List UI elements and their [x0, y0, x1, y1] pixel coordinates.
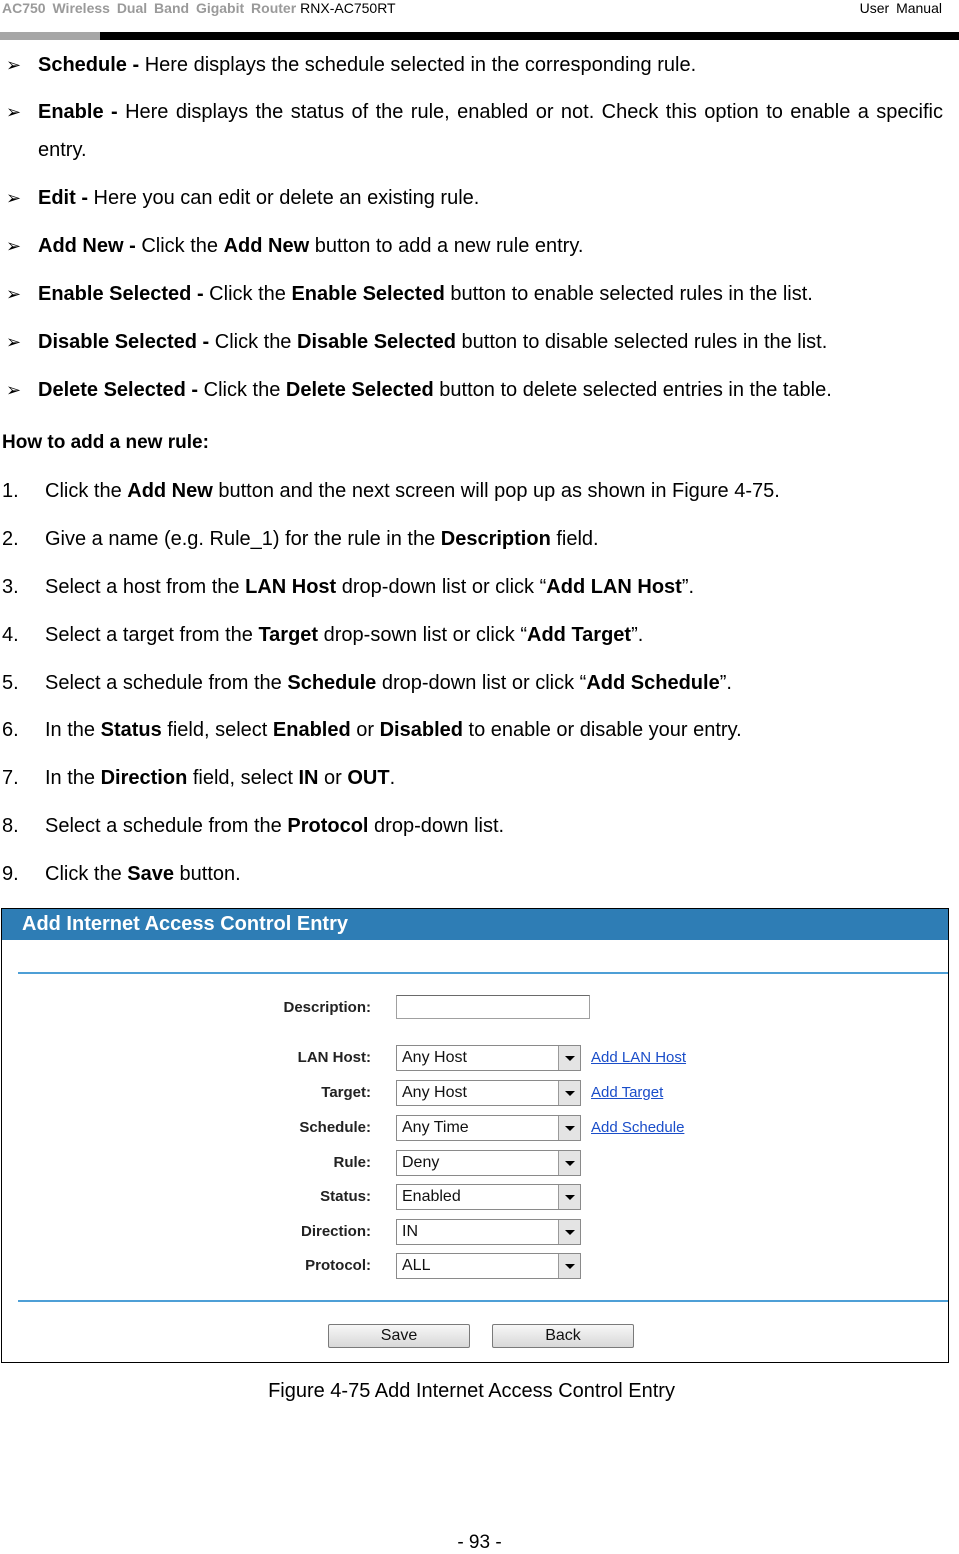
rule-label: Rule: [333, 1154, 371, 1171]
selected-value: Any Host [402, 1084, 467, 1101]
arrow-bullet-icon: ➢ [6, 55, 22, 75]
status-select[interactable] [396, 1184, 581, 1210]
arrow-bullet-icon: ➢ [6, 102, 22, 122]
rule-row [2, 1150, 948, 1178]
step-number: 8. [2, 815, 19, 837]
step-number: 1. [2, 480, 19, 502]
term: Enable - [38, 101, 118, 123]
title-bar [2, 909, 948, 940]
page-number: - 93 - [457, 1532, 502, 1553]
chevron-down-icon[interactable] [558, 1081, 580, 1105]
selected-value: Enabled [402, 1188, 461, 1205]
save-button[interactable]: Save [328, 1324, 470, 1348]
chevron-down-icon[interactable] [558, 1185, 580, 1209]
term: Disable Selected - [38, 331, 210, 353]
direction-label: Direction: [300, 1223, 371, 1240]
step-number: 9. [2, 863, 19, 885]
add-schedule-link[interactable]: Add Schedule [591, 1119, 685, 1136]
protocol-row [2, 1253, 948, 1281]
selected-value: Any Time [402, 1119, 469, 1136]
step-number: 6. [2, 719, 19, 741]
howto-heading: How to add a new rule: [2, 432, 209, 453]
term: Add New - [38, 235, 136, 257]
product-name: AC750 Wireless Dual Band Gigabit Router [2, 0, 297, 16]
step-number: 2. [2, 528, 19, 550]
arrow-bullet-icon: ➢ [6, 380, 22, 400]
protocol-label: Protocol: [305, 1257, 371, 1274]
direction-row [2, 1219, 948, 1247]
definition-text: Here displays the status of the rule, enabled or not. Check this option to enable a specific entry. [38, 101, 943, 161]
model-number: RNX-AC750RT [300, 0, 396, 16]
target-label: Target: [321, 1084, 371, 1101]
schedule-label: Schedule: [299, 1119, 371, 1136]
access-control-entry-screenshot [1, 908, 949, 1363]
term: Enable Selected - [38, 283, 204, 305]
chevron-down-icon[interactable] [558, 1116, 580, 1140]
status-row [2, 1184, 948, 1212]
lan-host-row [2, 1045, 948, 1073]
step-number: 5. [2, 672, 19, 694]
figure-caption: Figure 4-75 Add Internet Access Control Entry [268, 1380, 675, 1402]
step-number: 4. [2, 624, 19, 646]
description-row [2, 995, 948, 1023]
rule-select[interactable] [396, 1150, 581, 1176]
arrow-bullet-icon: ➢ [6, 236, 22, 256]
term: Delete Selected - [38, 379, 199, 401]
term: Edit - [38, 187, 88, 209]
divider [18, 1300, 948, 1302]
direction-select[interactable] [396, 1219, 581, 1245]
step-number: 7. [2, 767, 19, 789]
lan-host-select[interactable] [396, 1045, 581, 1071]
step-number: 3. [2, 576, 19, 598]
add-lan-host-link[interactable]: Add LAN Host [591, 1049, 687, 1066]
lan-host-label: LAN Host: [297, 1049, 371, 1066]
target-select[interactable] [396, 1080, 581, 1106]
doc-type: User Manual [859, 0, 942, 16]
protocol-select[interactable] [396, 1253, 581, 1279]
arrow-bullet-icon: ➢ [6, 188, 22, 208]
arrow-bullet-icon: ➢ [6, 332, 22, 352]
page-header [0, 0, 959, 40]
chevron-down-icon[interactable] [558, 1254, 580, 1278]
panel-title: Add Internet Access Control Entry [22, 913, 348, 935]
definition-text: Here displays the schedule selected in the corresponding rule. [139, 54, 697, 76]
schedule-row [2, 1115, 948, 1143]
back-button[interactable]: Back [492, 1324, 634, 1348]
selected-value: IN [402, 1223, 418, 1240]
status-label: Status: [320, 1188, 371, 1205]
chevron-down-icon[interactable] [558, 1046, 580, 1070]
term: Schedule - [38, 54, 140, 76]
chevron-down-icon[interactable] [558, 1151, 580, 1175]
selected-value: ALL [402, 1257, 431, 1274]
header-rule [100, 32, 959, 40]
header-rule-accent [0, 32, 100, 40]
header-product [2, 0, 396, 16]
divider [18, 972, 948, 974]
schedule-select[interactable] [396, 1115, 581, 1141]
arrow-bullet-icon: ➢ [6, 284, 22, 304]
chevron-down-icon[interactable] [558, 1220, 580, 1244]
target-row [2, 1080, 948, 1108]
description-label: Description: [283, 999, 371, 1016]
add-target-link[interactable]: Add Target [591, 1084, 664, 1101]
selected-value: Any Host [402, 1049, 467, 1066]
definition-text: Here you can edit or delete an existing rule. [88, 187, 480, 209]
description-input[interactable] [396, 995, 590, 1019]
selected-value: Deny [402, 1154, 440, 1171]
